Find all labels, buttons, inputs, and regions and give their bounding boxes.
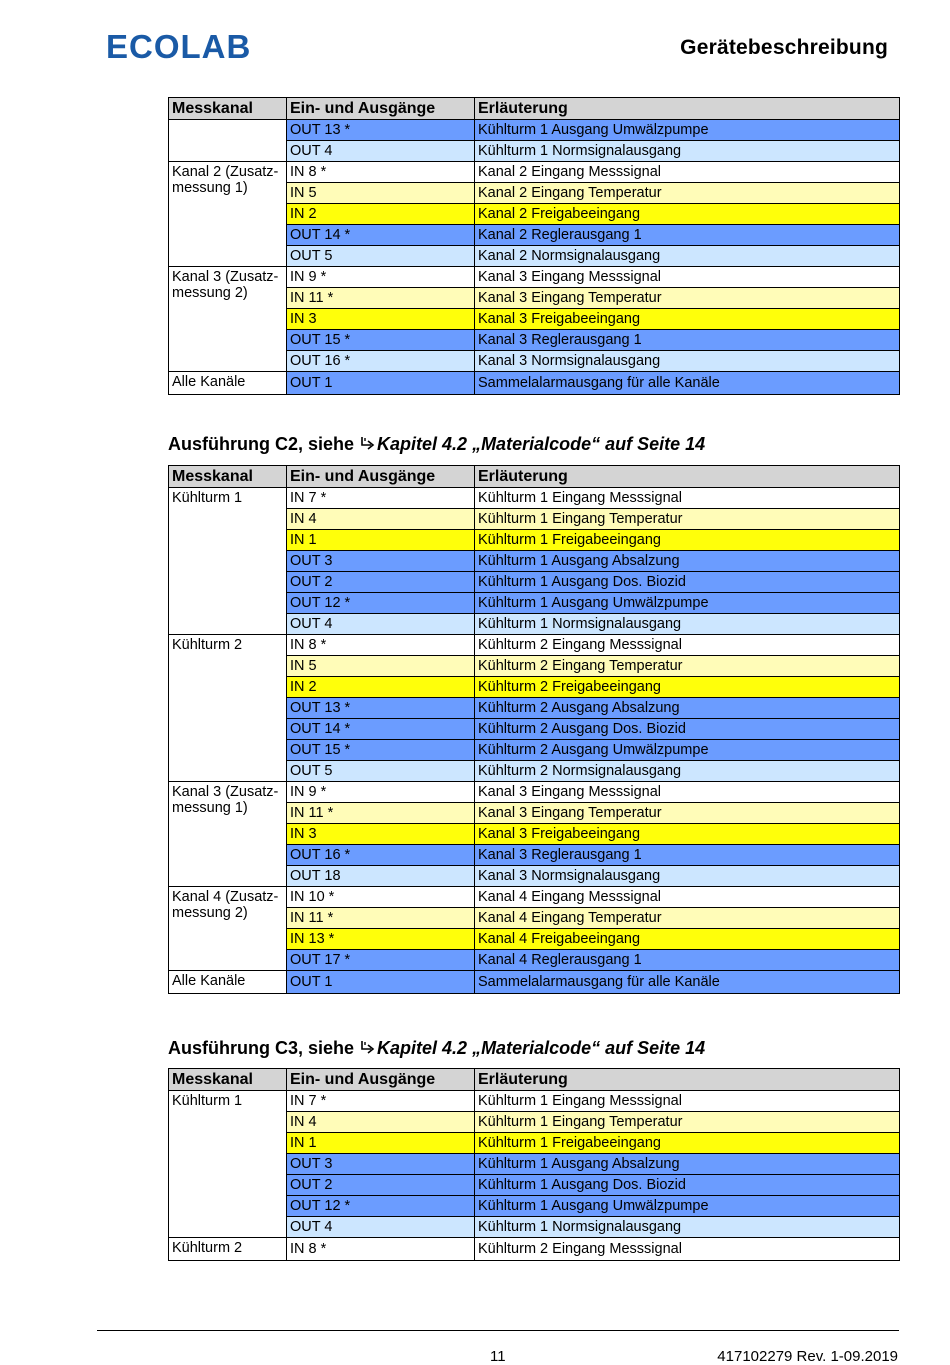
description-cell: Kühlturm 1 Ausgang Absalzung (475, 551, 900, 572)
table-row (169, 635, 900, 656)
io-cell: IN 3 (287, 824, 475, 845)
description-cell: Kühlturm 2 Freigabeeingang (475, 677, 900, 698)
description-cell: Kühlturm 2 Eingang Messsignal (475, 1238, 900, 1261)
io-cell: IN 11 * (287, 288, 475, 309)
channel-cell: Kanal 3 (Zusatz-messung 2) (169, 267, 287, 372)
table-header-row (169, 466, 900, 488)
description-cell: Kühlturm 1 Freigabeeingang (475, 1133, 900, 1154)
col-header-channel: Messkanal (169, 98, 287, 120)
description-cell: Kanal 4 Freigabeeingang (475, 929, 900, 950)
description-cell: Kühlturm 2 Eingang Messsignal (475, 635, 900, 656)
channel-cell: Alle Kanäle (169, 372, 287, 395)
io-cell: IN 5 (287, 656, 475, 677)
io-cell: IN 4 (287, 509, 475, 530)
arrow-ref-icon[interactable] (359, 434, 377, 454)
description-cell: Kühlturm 1 Normsignalausgang (475, 614, 900, 635)
io-cell: OUT 14 * (287, 719, 475, 740)
io-cell: OUT 18 (287, 866, 475, 887)
description-cell: Kühlturm 1 Ausgang Dos. Biozid (475, 1175, 900, 1196)
table-row (169, 782, 900, 803)
table-row (169, 1091, 900, 1112)
channel-cell: Kühlturm 2 (169, 635, 287, 782)
io-cell: OUT 15 * (287, 330, 475, 351)
io-cell: IN 4 (287, 1112, 475, 1133)
description-cell: Sammelalarmausgang für alle Kanäle (475, 971, 900, 994)
description-cell: Kanal 3 Freigabeeingang (475, 824, 900, 845)
io-cell: OUT 5 (287, 761, 475, 782)
channel-cell: Kühlturm 1 (169, 488, 287, 635)
description-cell: Kühlturm 1 Ausgang Umwälzpumpe (475, 593, 900, 614)
channel-cell: Kühlturm 2 (169, 1238, 287, 1261)
description-cell: Kühlturm 1 Eingang Temperatur (475, 509, 900, 530)
description-cell: Kanal 2 Eingang Temperatur (475, 183, 900, 204)
io-cell: OUT 15 * (287, 740, 475, 761)
description-cell: Kanal 2 Eingang Messsignal (475, 162, 900, 183)
io-cell: OUT 4 (287, 141, 475, 162)
table-row (169, 120, 900, 141)
table-row (169, 488, 900, 509)
io-cell: IN 8 * (287, 635, 475, 656)
io-cell: IN 10 * (287, 887, 475, 908)
logo-text: ECOLAB (106, 28, 252, 64)
io-cell: IN 11 * (287, 803, 475, 824)
io-cell: OUT 3 (287, 1154, 475, 1175)
description-cell: Kanal 3 Eingang Messsignal (475, 782, 900, 803)
table-header-row (169, 98, 900, 120)
channel-cell: Kanal 2 (Zusatz-messung 1) (169, 162, 287, 267)
io-cell: OUT 3 (287, 551, 475, 572)
channel-cell: Kanal 4 (Zusatz-messung 2) (169, 887, 287, 971)
io-cell: OUT 12 * (287, 1196, 475, 1217)
io-cell: OUT 2 (287, 1175, 475, 1196)
io-cell: OUT 1 (287, 372, 475, 395)
io-cell: OUT 16 * (287, 351, 475, 372)
section-title-c2 (168, 434, 705, 455)
io-cell: IN 8 * (287, 162, 475, 183)
io-cell: OUT 1 (287, 971, 475, 994)
io-cell: IN 3 (287, 309, 475, 330)
description-cell: Kühlturm 1 Eingang Messsignal (475, 488, 900, 509)
description-cell: Kühlturm 2 Ausgang Umwälzpumpe (475, 740, 900, 761)
col-header-io: Ein- und Ausgänge (287, 1069, 475, 1091)
table-header-row (169, 1069, 900, 1091)
io-cell: IN 9 * (287, 782, 475, 803)
io-table-c2 (168, 465, 900, 994)
table-row (169, 887, 900, 908)
chapter-link[interactable]: Kapitel 4.2 „Materialcode“ auf Seite 14 (377, 434, 706, 454)
description-cell: Sammelalarmausgang für alle Kanäle (475, 372, 900, 395)
section-title-c3 (168, 1038, 705, 1059)
description-cell: Kanal 3 Eingang Temperatur (475, 288, 900, 309)
description-cell: Kühlturm 1 Ausgang Umwälzpumpe (475, 1196, 900, 1217)
io-cell: IN 13 * (287, 929, 475, 950)
description-cell: Kanal 3 Eingang Messsignal (475, 267, 900, 288)
description-cell: Kanal 3 Normsignalausgang (475, 866, 900, 887)
io-cell: IN 1 (287, 1133, 475, 1154)
description-cell: Kühlturm 2 Eingang Temperatur (475, 656, 900, 677)
description-cell: Kühlturm 1 Ausgang Dos. Biozid (475, 572, 900, 593)
table-row (169, 372, 900, 395)
col-header-desc: Erläuterung (475, 1069, 900, 1091)
channel-cell: Kühlturm 1 (169, 1091, 287, 1238)
section-prefix: Ausführung C3, siehe (168, 1038, 360, 1058)
description-cell: Kanal 3 Reglerausgang 1 (475, 330, 900, 351)
io-table-c3 (168, 1068, 900, 1261)
description-cell: Kühlturm 2 Ausgang Dos. Biozid (475, 719, 900, 740)
io-cell: OUT 13 * (287, 120, 475, 141)
table-row (169, 1238, 900, 1261)
io-cell: IN 11 * (287, 908, 475, 929)
io-cell: IN 2 (287, 204, 475, 225)
table-row (169, 971, 900, 994)
table-row (169, 162, 900, 183)
channel-cell (169, 120, 287, 162)
description-cell: Kühlturm 1 Ausgang Umwälzpumpe (475, 120, 900, 141)
io-cell: OUT 2 (287, 572, 475, 593)
io-cell: OUT 5 (287, 246, 475, 267)
channel-cell: Alle Kanäle (169, 971, 287, 994)
page-number: 11 (490, 1348, 506, 1365)
description-cell: Kühlturm 2 Normsignalausgang (475, 761, 900, 782)
description-cell: Kühlturm 1 Ausgang Absalzung (475, 1154, 900, 1175)
io-cell: OUT 14 * (287, 225, 475, 246)
io-cell: OUT 13 * (287, 698, 475, 719)
io-cell: IN 7 * (287, 1091, 475, 1112)
col-header-channel: Messkanal (169, 1069, 287, 1091)
description-cell: Kühlturm 1 Eingang Temperatur (475, 1112, 900, 1133)
description-cell: Kanal 2 Normsignalausgang (475, 246, 900, 267)
description-cell: Kühlturm 1 Normsignalausgang (475, 1217, 900, 1238)
footer-divider (97, 1330, 899, 1331)
table-row (169, 267, 900, 288)
description-cell: Kanal 2 Reglerausgang 1 (475, 225, 900, 246)
description-cell: Kanal 3 Freigabeeingang (475, 309, 900, 330)
description-cell: Kanal 3 Eingang Temperatur (475, 803, 900, 824)
description-cell: Kanal 4 Reglerausgang 1 (475, 950, 900, 971)
col-header-desc: Erläuterung (475, 466, 900, 488)
document-id: 417102279 Rev. 1-09.2019 (717, 1348, 898, 1365)
description-cell: Kanal 4 Eingang Messsignal (475, 887, 900, 908)
io-table-continued (168, 97, 900, 395)
io-cell: IN 2 (287, 677, 475, 698)
io-cell: OUT 4 (287, 1217, 475, 1238)
description-cell: Kanal 2 Freigabeeingang (475, 204, 900, 225)
col-header-channel: Messkanal (169, 466, 287, 488)
col-header-desc: Erläuterung (475, 98, 900, 120)
io-cell: IN 9 * (287, 267, 475, 288)
description-cell: Kühlturm 2 Ausgang Absalzung (475, 698, 900, 719)
section-prefix: Ausführung C2, siehe (168, 434, 360, 454)
io-cell: IN 8 * (287, 1238, 475, 1261)
col-header-io: Ein- und Ausgänge (287, 466, 475, 488)
description-cell: Kanal 3 Normsignalausgang (475, 351, 900, 372)
page-title: Gerätebeschreibung (680, 36, 888, 59)
description-cell: Kanal 4 Eingang Temperatur (475, 908, 900, 929)
io-cell: OUT 17 * (287, 950, 475, 971)
arrow-ref-icon[interactable] (359, 1038, 377, 1058)
description-cell: Kühlturm 1 Eingang Messsignal (475, 1091, 900, 1112)
io-cell: IN 1 (287, 530, 475, 551)
description-cell: Kühlturm 1 Freigabeeingang (475, 530, 900, 551)
description-cell: Kanal 3 Reglerausgang 1 (475, 845, 900, 866)
col-header-io: Ein- und Ausgänge (287, 98, 475, 120)
io-cell: OUT 4 (287, 614, 475, 635)
chapter-link[interactable]: Kapitel 4.2 „Materialcode“ auf Seite 14 (377, 1038, 706, 1058)
io-cell: OUT 12 * (287, 593, 475, 614)
ecolab-logo (106, 28, 256, 69)
io-cell: OUT 16 * (287, 845, 475, 866)
description-cell: Kühlturm 1 Normsignalausgang (475, 141, 900, 162)
channel-cell: Kanal 3 (Zusatz-messung 1) (169, 782, 287, 887)
io-cell: IN 7 * (287, 488, 475, 509)
io-cell: IN 5 (287, 183, 475, 204)
